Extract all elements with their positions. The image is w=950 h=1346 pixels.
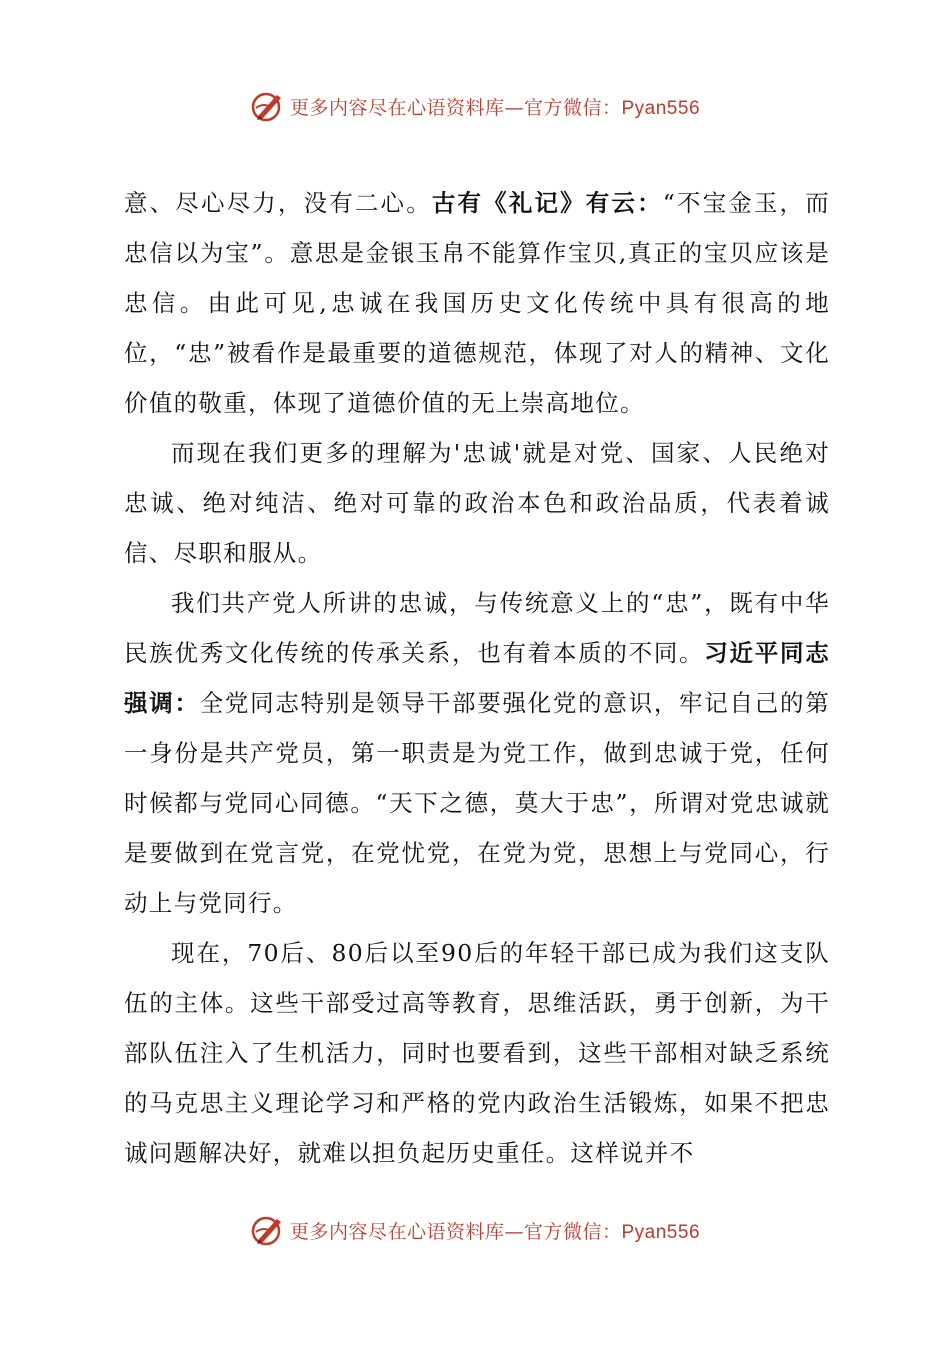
- header-banner: [0, 86, 950, 126]
- paragraph: 现在，70后、80后以至90后的年轻干部已成为我们这支队伍的主体。这些干部受过高等教育，思维活跃，勇于创新，为干部队伍注入了生机活力，同时也要看到，这些干部相对缺乏系统的马克思主义理论学习和严格的党内政治生活锻炼，如果不把忠诚问题解决好，就难以担负起历史重任。这样说并不: [124, 939, 830, 1167]
- footer-banner: [0, 1210, 950, 1250]
- pen-logo-icon: [250, 1212, 286, 1248]
- pen-logo-icon: [250, 88, 286, 124]
- banner-text: 更多内容尽在心语资料库—官方微信：Pyan556: [289, 96, 701, 119]
- paragraph: 我们共产党人所讲的忠诚，与传统意义上的“忠”，既有中华民族优秀文化传统的传承关系，也有着本质的不同。习近平同志强调：全党同志特别是领导干部要强化党的意识，牢记自己的第一身份是共产党员，第一职责是为党工作，做到忠诚于党，任何时候都与党同心同德。“天下之德，莫大于忠”，所谓对党忠诚就是要做到在党言党，在党忧党，在党为党，思想上与党同心，行动上与党同行。: [124, 589, 831, 917]
- paragraph: 意、尽心尽力，没有二心。古有《礼记》有云：“不宝金玉，而忠信以为宝”。意思是金银玉帛不能算作宝贝,真正的宝贝应该是忠信。由此可见,忠诚在我国历史文化传统中具有很高的地位，“忠”被看作是最重要的道德规范，体现了对人的精神、文化价值的敬重，体现了道德价值的无上崇高地位。: [124, 189, 830, 417]
- document-body: [124, 178, 830, 1178]
- paragraph: 而现在我们更多的理解为'忠诚'就是对党、国家、人民绝对忠诚、绝对纯洁、绝对可靠的政治本色和政治品质，代表着诚信、尽职和服从。: [124, 439, 830, 567]
- banner-text: 更多内容尽在心语资料库—官方微信：Pyan556: [289, 1220, 701, 1243]
